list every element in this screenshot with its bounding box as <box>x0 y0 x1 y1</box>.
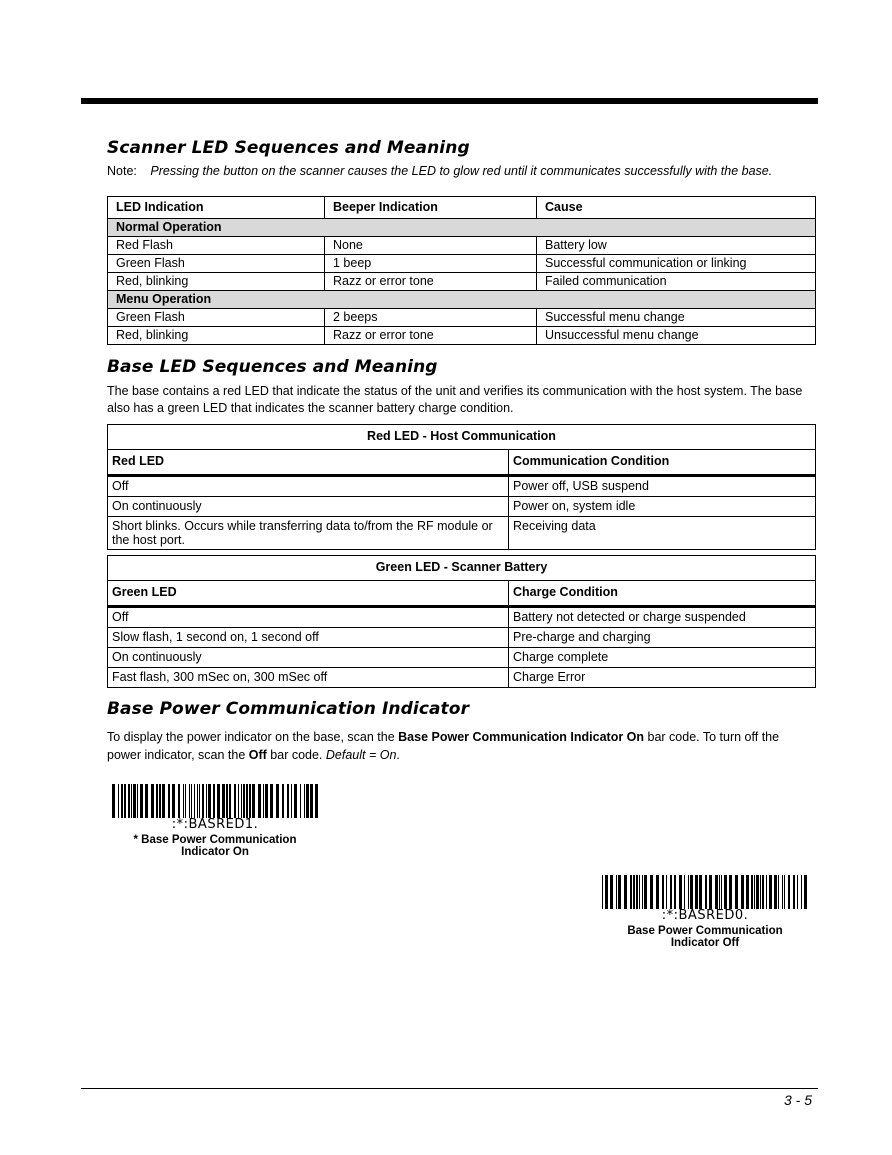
barcode-bar <box>633 875 635 909</box>
cell: Charge complete <box>509 648 816 668</box>
barcode-bar <box>715 875 718 909</box>
barcode-bar <box>185 784 186 818</box>
barcode-bar <box>222 784 225 818</box>
barcode-bar <box>246 784 248 818</box>
base-power-heading: Base Power Communication Indicator <box>107 699 470 719</box>
barcode-bar <box>784 875 785 909</box>
barcode-bar <box>804 875 807 909</box>
page-number: 3 - 5 <box>783 1092 812 1108</box>
table-row <box>108 497 816 517</box>
caption-line: Indicator On <box>181 846 249 858</box>
group-menu-operation <box>108 291 816 309</box>
barcode-bar <box>774 875 777 909</box>
table-row <box>108 648 816 668</box>
barcode-bar <box>226 784 228 818</box>
barcode-bar <box>724 875 727 909</box>
cell: Green Flash <box>108 309 325 327</box>
table-row <box>108 273 816 291</box>
scanner-led-heading: Scanner LED Sequences and Meaning <box>107 138 470 158</box>
table-row <box>108 255 816 273</box>
barcode-bar <box>735 875 738 909</box>
cell: On continuously <box>108 648 509 668</box>
default-text: Default = On <box>325 748 397 762</box>
barcode-bar <box>151 784 154 818</box>
barcode-bar <box>674 875 676 909</box>
note-text: Pressing the button on the scanner causes the LED to glow red until it communicates successfully with the base. <box>150 164 773 178</box>
barcode-bar <box>766 875 767 909</box>
cell: Receiving data <box>509 517 816 550</box>
barcode-bar <box>178 784 180 818</box>
table-row <box>108 327 816 345</box>
barcode-bar <box>172 784 175 818</box>
barcode-on-caption <box>110 834 320 858</box>
barcode-bar <box>217 784 220 818</box>
barcode-bar <box>695 875 698 909</box>
barcode-bar <box>213 784 215 818</box>
barcode-bar <box>756 875 759 909</box>
barcode-bar <box>801 875 802 909</box>
cell: Short blinks. Occurs while transferring data to/from the RF module or the host port. <box>108 517 509 550</box>
base-led-heading: Base LED Sequences and Meaning <box>107 357 438 377</box>
table-row <box>108 607 816 628</box>
cell: Green Flash <box>108 255 325 273</box>
barcode-bar <box>249 784 251 818</box>
col-red-led: Red LED <box>108 450 509 476</box>
cell: Off <box>108 476 509 497</box>
barcode-bar <box>124 784 126 818</box>
barcode-bar <box>684 875 685 909</box>
col-cause: Cause <box>537 197 816 219</box>
barcode-bar <box>306 784 309 818</box>
barcode-bar <box>304 784 305 818</box>
barcode-on-code: :*:BASRED1. <box>171 817 259 832</box>
col-charge-condition: Charge Condition <box>509 581 816 607</box>
barcode-bar <box>206 784 207 818</box>
base-power-description <box>107 728 816 764</box>
barcode-bar <box>241 784 242 818</box>
caption-line: Base Power Communication <box>627 925 783 937</box>
barcode-bar <box>145 784 148 818</box>
barcode-bar <box>688 875 689 909</box>
barcode-bar <box>797 875 798 909</box>
barcode-bar <box>656 875 659 909</box>
barcode-bar <box>315 784 318 818</box>
col-beeper-indication: Beeper Indication <box>325 197 537 219</box>
barcode-off-caption <box>600 925 810 949</box>
barcode-bar <box>642 875 643 909</box>
barcode-bar <box>183 784 184 818</box>
barcode-bar <box>291 784 292 818</box>
barcode-bar <box>618 875 621 909</box>
barcode-bar <box>300 784 301 818</box>
text: To display the power indicator on the base, scan the <box>107 730 399 744</box>
col-communication-condition: Communication Condition <box>509 450 816 476</box>
green-led-table <box>107 555 816 688</box>
barcode-bar <box>760 875 761 909</box>
table-row <box>108 668 816 688</box>
text: bar code. To turn off the power indicator, scan the <box>107 730 780 762</box>
barcode-bar <box>662 875 664 909</box>
barcode-bar <box>605 875 608 909</box>
barcode-bar <box>156 784 158 818</box>
text: bar code. <box>266 748 326 762</box>
barcode-bar <box>754 875 755 909</box>
barcode-bar <box>762 875 764 909</box>
barcode-bar <box>191 784 192 818</box>
barcode-bar <box>159 784 161 818</box>
col-led-indication: LED Indication <box>108 197 325 219</box>
barcode-bar <box>140 784 143 818</box>
group-label: Menu Operation <box>108 291 816 309</box>
barcode-bar <box>194 784 195 818</box>
cell: On continuously <box>108 497 509 517</box>
cell: Red, blinking <box>108 327 325 345</box>
barcode-bar <box>636 875 638 909</box>
table-row <box>108 237 816 255</box>
barcode-bar <box>709 875 712 909</box>
barcode-bar <box>282 784 284 818</box>
barcode-bar <box>310 784 313 818</box>
barcode-bar <box>782 875 783 909</box>
cell: Successful communication or linking <box>537 255 816 273</box>
bold-text: Off <box>248 748 267 762</box>
barcode-bar <box>189 784 190 818</box>
note <box>107 164 816 178</box>
red-led-table-title: Red LED - Host Communication <box>108 425 816 450</box>
barcode-bar <box>721 875 722 909</box>
cell: Razz or error tone <box>325 327 537 345</box>
cell: Razz or error tone <box>325 273 537 291</box>
cell: Battery not detected or charge suspended <box>509 607 816 628</box>
table-row <box>108 628 816 648</box>
note-label: Note: <box>107 164 137 178</box>
cell: Off <box>108 607 509 628</box>
green-led-table-title: Green LED - Scanner Battery <box>108 556 816 581</box>
barcode-bar <box>133 784 136 818</box>
cell: Fast flash, 300 mSec on, 300 mSec off <box>108 668 509 688</box>
barcode-bar <box>741 875 744 909</box>
barcode-bar <box>112 784 115 818</box>
table-header-row <box>108 450 816 476</box>
barcode-bar <box>729 875 732 909</box>
barcode-bar <box>705 875 707 909</box>
bold-text: Base Power Communication Indicator On <box>398 730 645 744</box>
col-green-led: Green LED <box>108 581 509 607</box>
barcode-bar <box>639 875 640 909</box>
scanner-led-table <box>107 196 816 345</box>
cell: Red, blinking <box>108 273 325 291</box>
cell: None <box>325 237 537 255</box>
cell: Power on, system idle <box>509 497 816 517</box>
barcode-bar <box>168 784 170 818</box>
barcode-bar <box>679 875 682 909</box>
caption-line: * Base Power Communication <box>133 834 297 846</box>
barcode-bar <box>258 784 261 818</box>
barcode-off-code: :*:BASRED0. <box>661 908 749 923</box>
cell: Pre-charge and charging <box>509 628 816 648</box>
barcode-bar <box>208 784 211 818</box>
barcode-off[interactable] <box>600 875 810 949</box>
barcode-bar <box>670 875 672 909</box>
cell: Slow flash, 1 second on, 1 second off <box>108 628 509 648</box>
barcode-bar <box>243 784 245 818</box>
barcode-bar <box>263 784 264 818</box>
cell: Failed communication <box>537 273 816 291</box>
barcode-bar <box>128 784 130 818</box>
barcode-bar <box>294 784 297 818</box>
barcode-bar <box>624 875 627 909</box>
barcode-bar <box>137 784 138 818</box>
table-title-row <box>108 425 816 450</box>
barcode-on-bars[interactable] <box>110 784 320 818</box>
table-row <box>108 309 816 327</box>
base-led-description: The base contains a red LED that indicate the status of the unit and verifies its communication with the host system. The base also has a green LED that indicates the scanner battery charge condition. <box>107 384 803 415</box>
barcode-bar <box>666 875 667 909</box>
barcode-bar <box>778 875 779 909</box>
barcode-bar <box>265 784 268 818</box>
text: . <box>396 748 400 762</box>
barcode-bar <box>131 784 132 818</box>
barcode-bar <box>793 875 795 909</box>
barcode-bar <box>229 784 231 818</box>
barcode-bar <box>602 875 603 909</box>
barcode-bar <box>199 784 200 818</box>
red-led-table <box>107 424 816 550</box>
cell: 1 beep <box>325 255 537 273</box>
caption-line: Indicator Off <box>670 937 740 949</box>
group-normal-operation <box>108 219 816 237</box>
header-rule <box>81 98 818 104</box>
cell: Power off, USB suspend <box>509 476 816 497</box>
barcode-bar <box>751 875 753 909</box>
barcode-bar <box>746 875 749 909</box>
group-label: Normal Operation <box>108 219 816 237</box>
barcode-bar <box>616 875 617 909</box>
page-content <box>107 138 816 764</box>
table-title-row <box>108 556 816 581</box>
barcode-bar <box>719 875 720 909</box>
barcode-bar <box>769 875 772 909</box>
table-header-row <box>108 197 816 219</box>
barcode-bar <box>162 784 165 818</box>
cell: Successful menu change <box>537 309 816 327</box>
table-header-row <box>108 581 816 607</box>
cell: Unsuccessful menu change <box>537 327 816 345</box>
table-row <box>108 476 816 497</box>
cell: Red Flash <box>108 237 325 255</box>
barcode-bar <box>650 875 653 909</box>
cell: 2 beeps <box>325 309 537 327</box>
cell: Charge Error <box>509 668 816 688</box>
barcode-bar <box>252 784 255 818</box>
barcode-bar <box>238 784 239 818</box>
barcode-bar <box>699 875 702 909</box>
barcode-off-bars[interactable] <box>600 875 810 909</box>
footer-rule <box>81 1088 818 1089</box>
barcode-bar <box>121 784 123 818</box>
barcode-bar <box>644 875 647 909</box>
barcode-bar <box>197 784 198 818</box>
barcode-bar <box>234 784 236 818</box>
barcode-bar <box>270 784 273 818</box>
barcode-bar <box>690 875 693 909</box>
barcode-on[interactable] <box>110 784 320 858</box>
barcode-bar <box>788 875 790 909</box>
table-row <box>108 517 816 550</box>
barcode-bar <box>630 875 632 909</box>
cell: Battery low <box>537 237 816 255</box>
barcode-bar <box>118 784 119 818</box>
barcode-bar <box>276 784 279 818</box>
barcode-bar <box>287 784 289 818</box>
barcode-bar <box>202 784 204 818</box>
barcode-bar <box>610 875 613 909</box>
